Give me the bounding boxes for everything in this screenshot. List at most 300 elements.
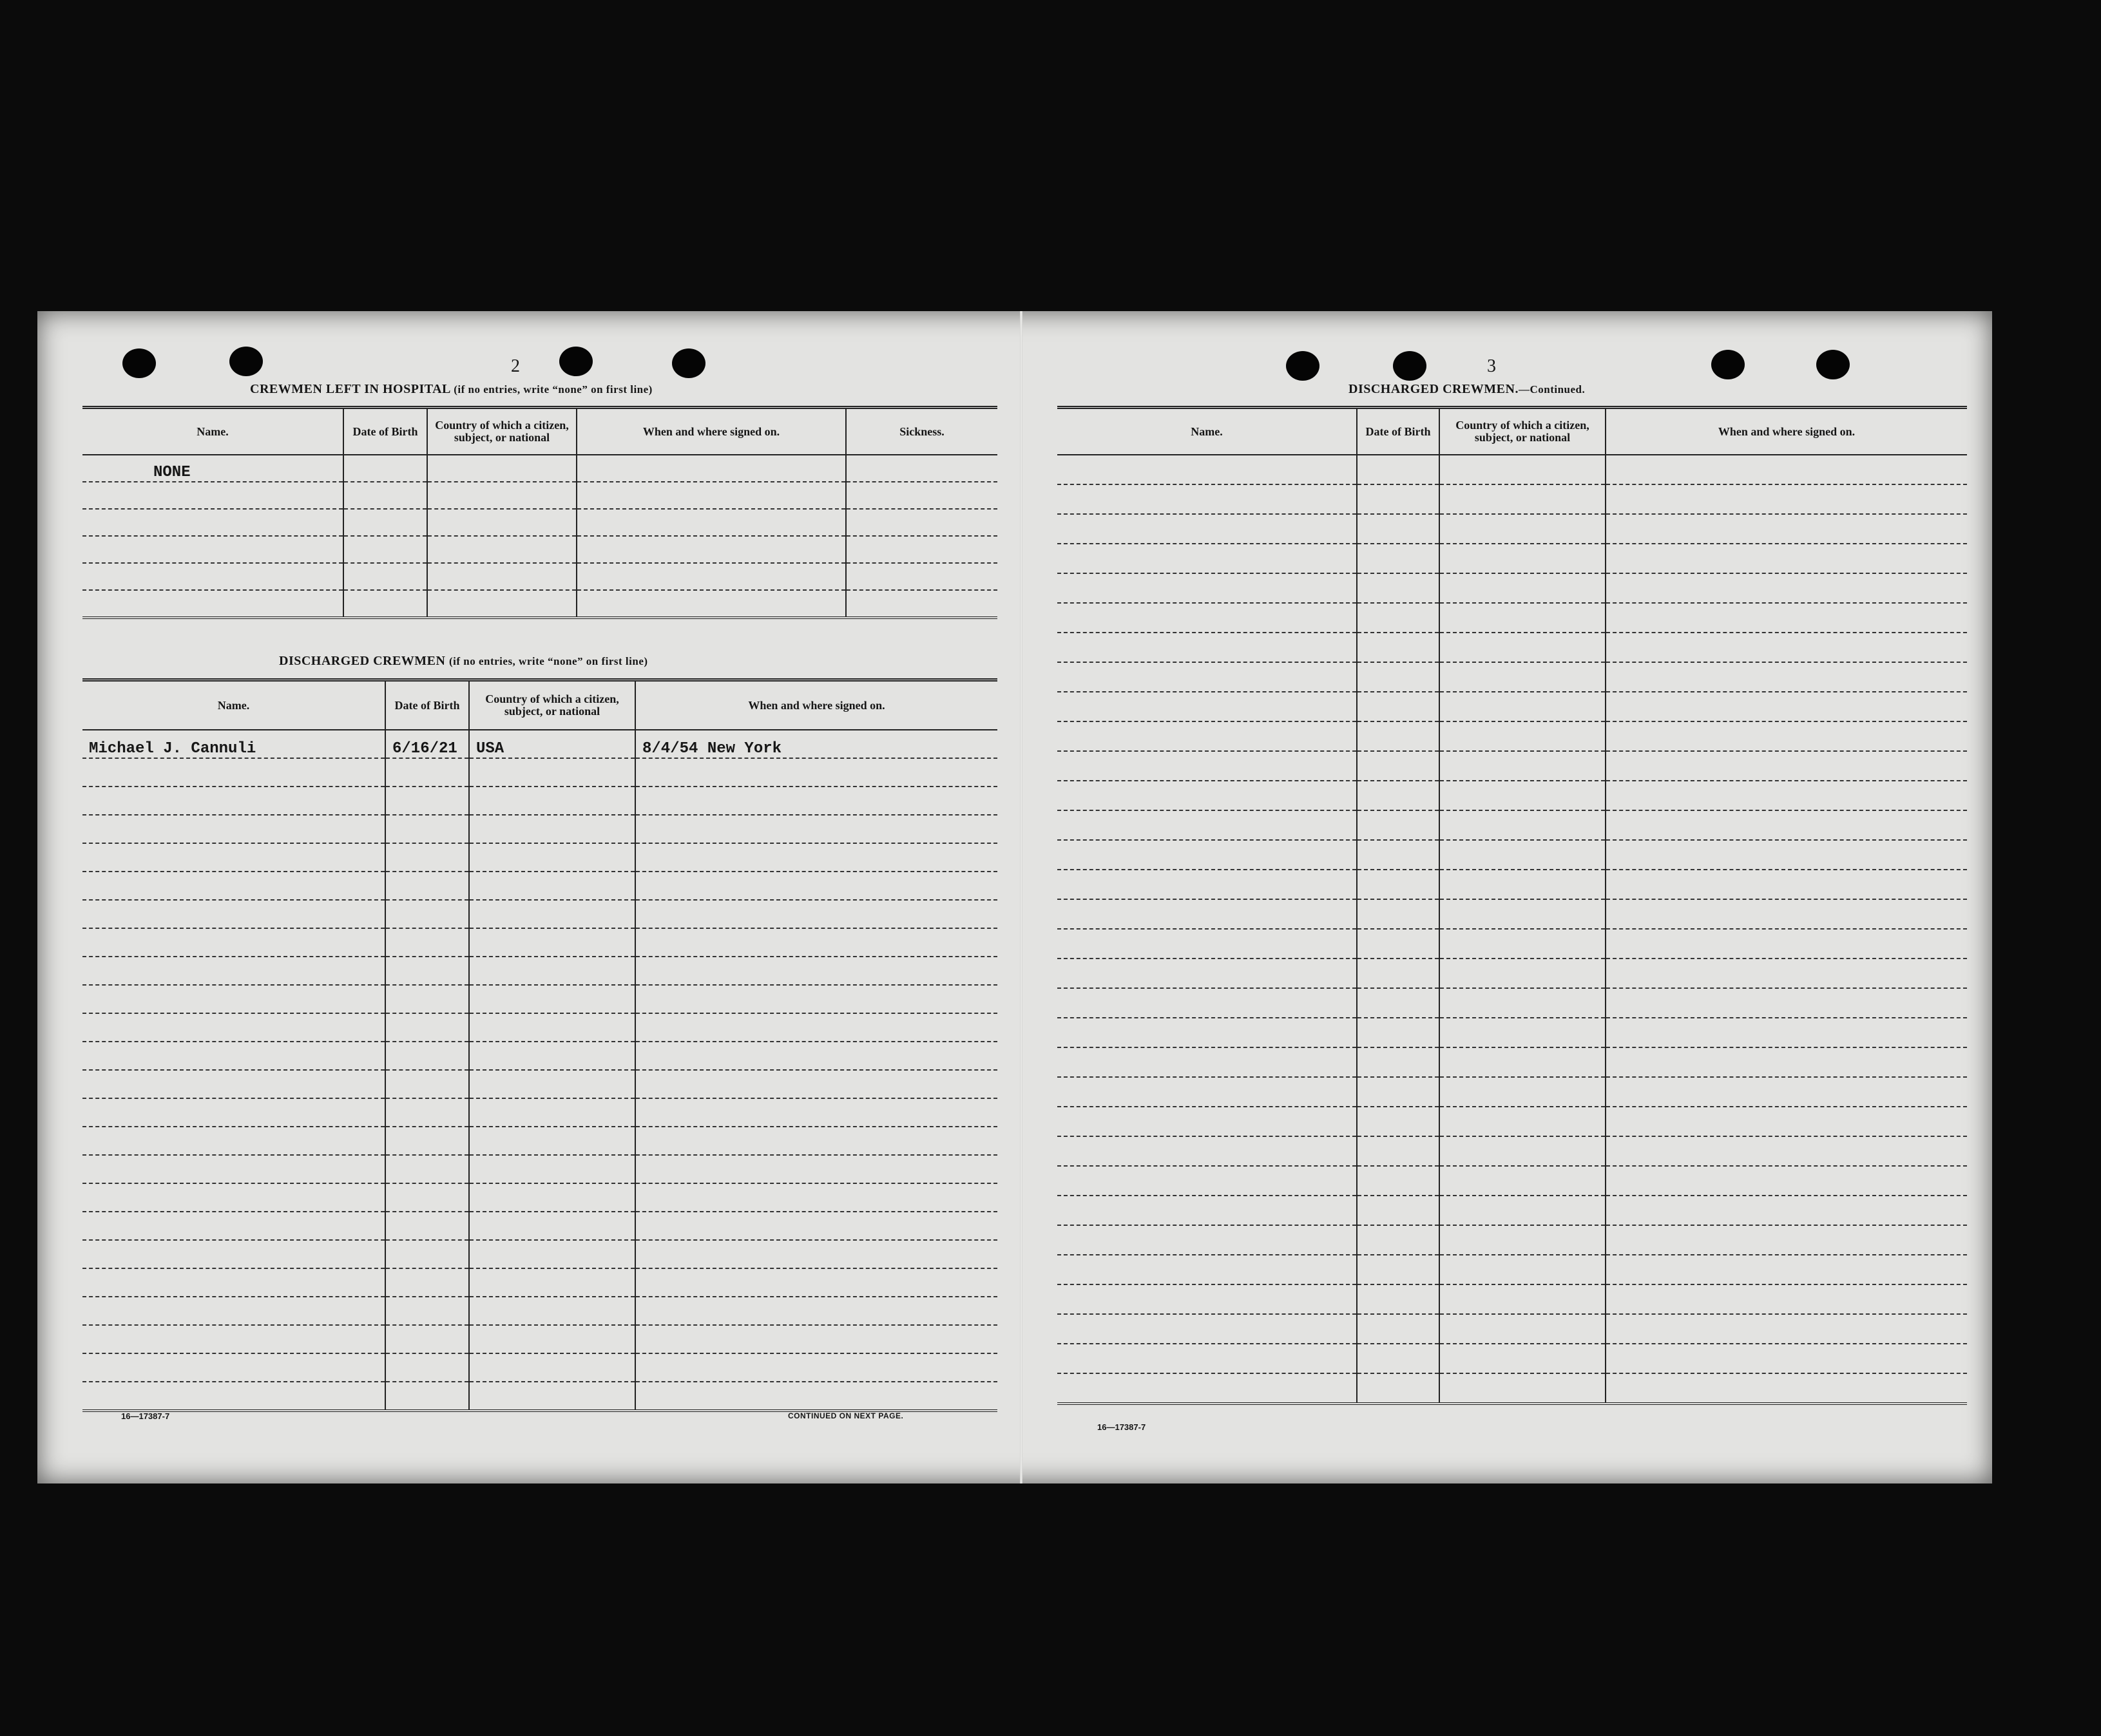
cell-country [1439, 1225, 1606, 1255]
cell-country [1439, 1107, 1606, 1136]
cell-name [1057, 1284, 1357, 1314]
cell-name [82, 509, 343, 536]
cell-signed-on [635, 1240, 997, 1268]
cell-date-of-birth [1357, 1225, 1439, 1255]
cell-signed-on [1606, 692, 1967, 721]
punch-hole [122, 348, 156, 378]
column-header-country: Country of which a citizen, subject, or national [427, 408, 577, 455]
cell-country [427, 563, 577, 590]
cell-signed-on [1606, 1255, 1967, 1284]
cell-country [1439, 1018, 1606, 1047]
discharged-section-title [279, 654, 648, 669]
cell-signed-on [577, 455, 846, 482]
cell-date-of-birth [385, 928, 469, 957]
page-number: 3 [1487, 356, 1496, 376]
cell-signed-on [1606, 1284, 1967, 1314]
cell-country: USA [469, 730, 635, 758]
cell-signed-on [635, 1127, 997, 1155]
cell-date-of-birth [1357, 988, 1439, 1018]
cell-date-of-birth [1357, 1107, 1439, 1136]
discharged-table [82, 678, 997, 1412]
cell-date-of-birth [1357, 1284, 1439, 1314]
cell-signed-on [635, 1325, 997, 1353]
cell-country [469, 1155, 635, 1183]
table-row [1057, 1107, 1967, 1136]
hospital-table [82, 406, 997, 619]
cell-date-of-birth [385, 1325, 469, 1353]
punch-hole [1816, 350, 1850, 379]
punch-hole [229, 347, 263, 376]
table-row [82, 957, 997, 985]
cell-date-of-birth [1357, 840, 1439, 870]
column-header-name: Name. [82, 680, 385, 730]
cell-name [82, 1042, 385, 1070]
cell-country [427, 455, 577, 482]
table-row [1057, 514, 1967, 544]
cell-name [82, 1212, 385, 1240]
discharged-continued-rows [1057, 455, 1967, 1404]
cell-signed-on [1606, 573, 1967, 603]
cell-country [469, 1268, 635, 1297]
cell-country [469, 1127, 635, 1155]
form-number: 16—17387-7 [121, 1411, 170, 1421]
cell-signed-on [635, 1353, 997, 1382]
table-row [82, 455, 997, 482]
cell-date-of-birth [1357, 959, 1439, 988]
cell-name [82, 590, 343, 618]
column-header-date-of-birth: Date of Birth [343, 408, 427, 455]
cell-country [1439, 603, 1606, 633]
cell-name [82, 482, 343, 509]
discharged-continued-title [1348, 382, 1585, 397]
cell-country [469, 1013, 635, 1042]
cell-name [82, 957, 385, 985]
cell-name: Michael J. Cannuli [82, 730, 385, 758]
punch-hole [1393, 351, 1426, 381]
cell-name [82, 985, 385, 1013]
table-row [82, 1042, 997, 1070]
table-row [82, 1183, 997, 1212]
cell-country [1439, 455, 1606, 484]
cell-date-of-birth [1357, 1136, 1439, 1166]
cell-date-of-birth [1357, 573, 1439, 603]
cell-signed-on [635, 1382, 997, 1411]
cell-country [469, 1382, 635, 1411]
cell-name [1057, 1166, 1357, 1196]
cell-signed-on [635, 1155, 997, 1183]
cell-country [469, 900, 635, 928]
cell-date-of-birth: 6/16/21 [385, 730, 469, 758]
discharged-continued-table [1057, 406, 1967, 1405]
cell-country [469, 1297, 635, 1325]
cell-date-of-birth [385, 1297, 469, 1325]
table-row [82, 758, 997, 787]
cell-name [82, 815, 385, 843]
cell-name [1057, 544, 1357, 573]
column-header-signed-on: When and where signed on. [577, 408, 846, 455]
cell-signed-on [635, 1042, 997, 1070]
cell-date-of-birth [385, 1268, 469, 1297]
cell-signed-on [635, 1098, 997, 1127]
page-fold [1020, 311, 1022, 1483]
cell-signed-on [577, 590, 846, 618]
table-row [82, 1127, 997, 1155]
cell-date-of-birth [1357, 870, 1439, 899]
cell-signed-on [1606, 514, 1967, 544]
table-row [1057, 899, 1967, 929]
cell-name [1057, 1373, 1357, 1404]
discharged-continued-title-text: DISCHARGED CREWMEN. [1348, 382, 1519, 396]
cell-country [1439, 959, 1606, 988]
table-row [82, 1325, 997, 1353]
cell-country [469, 957, 635, 985]
table-row [82, 843, 997, 872]
cell-name [1057, 603, 1357, 633]
cell-date-of-birth [1357, 929, 1439, 959]
cell-date-of-birth [1357, 810, 1439, 840]
cell-signed-on [1606, 1018, 1967, 1047]
cell-country [1439, 870, 1606, 899]
table-row [1057, 1136, 1967, 1166]
table-row [1057, 1314, 1967, 1344]
table-row [1057, 1077, 1967, 1107]
cell-date-of-birth [385, 815, 469, 843]
cell-signed-on [1606, 959, 1967, 988]
table-row [82, 730, 997, 758]
table-row [82, 900, 997, 928]
cell-signed-on [635, 1183, 997, 1212]
cell-date-of-birth [385, 1042, 469, 1070]
punch-hole [559, 347, 593, 376]
cell-name [82, 563, 343, 590]
column-header-date-of-birth: Date of Birth [385, 680, 469, 730]
cell-name [1057, 1196, 1357, 1225]
cell-date-of-birth [1357, 751, 1439, 781]
cell-signed-on [1606, 751, 1967, 781]
cell-name [82, 536, 343, 563]
cell-date-of-birth [385, 1353, 469, 1382]
cell-signed-on [1606, 484, 1967, 514]
cell-country [1439, 544, 1606, 573]
table-row [1057, 603, 1967, 633]
table-row [1057, 870, 1967, 899]
cell-name [1057, 573, 1357, 603]
cell-signed-on [1606, 1047, 1967, 1077]
table-row [1057, 1196, 1967, 1225]
cell-date-of-birth [1357, 544, 1439, 573]
cell-date-of-birth [385, 1013, 469, 1042]
cell-country [469, 985, 635, 1013]
cell-signed-on [635, 815, 997, 843]
table-row [1057, 455, 1967, 484]
cell-country [469, 758, 635, 787]
table-row [1057, 1373, 1967, 1404]
table-row [1057, 662, 1967, 692]
cell-signed-on [635, 758, 997, 787]
cell-country [469, 1042, 635, 1070]
cell-name [1057, 840, 1357, 870]
cell-country [1439, 633, 1606, 662]
continued-suffix: —Continued. [1518, 383, 1586, 396]
cell-date-of-birth [343, 590, 427, 618]
table-row [82, 872, 997, 900]
cell-date-of-birth [1357, 514, 1439, 544]
cell-sickness [846, 482, 997, 509]
cell-signed-on [1606, 1136, 1967, 1166]
cell-name [82, 758, 385, 787]
cell-name [1057, 870, 1357, 899]
table-row [82, 815, 997, 843]
cell-date-of-birth [1357, 662, 1439, 692]
cell-date-of-birth [343, 563, 427, 590]
column-header-signed-on: When and where signed on. [1606, 408, 1967, 455]
form-number: 16—17387-7 [1097, 1422, 1146, 1432]
cell-country [1439, 1077, 1606, 1107]
cell-country [427, 509, 577, 536]
cell-country [1439, 810, 1606, 840]
cell-signed-on [1606, 781, 1967, 810]
cell-date-of-birth [385, 1212, 469, 1240]
cell-sickness [846, 563, 997, 590]
cell-country [1439, 1284, 1606, 1314]
discharged-header-row [82, 680, 997, 730]
cell-name [82, 1325, 385, 1353]
cell-name [82, 928, 385, 957]
cell-signed-on [635, 1013, 997, 1042]
cell-name [1057, 899, 1357, 929]
cell-name [1057, 662, 1357, 692]
cell-signed-on [635, 1212, 997, 1240]
cell-country [1439, 781, 1606, 810]
cell-name [1057, 929, 1357, 959]
hospital-title-text: CREWMEN LEFT IN HOSPITAL [250, 382, 450, 396]
cell-country [1439, 751, 1606, 781]
table-row [82, 536, 997, 563]
cell-signed-on [1606, 1196, 1967, 1225]
cell-date-of-birth [385, 957, 469, 985]
table-row [82, 1382, 997, 1411]
cell-date-of-birth [385, 787, 469, 815]
cell-signed-on [1606, 721, 1967, 751]
cell-date-of-birth [385, 1127, 469, 1155]
cell-signed-on [577, 563, 846, 590]
table-row [82, 787, 997, 815]
cell-country [1439, 514, 1606, 544]
cell-country [1439, 840, 1606, 870]
cell-name [82, 900, 385, 928]
cell-date-of-birth [1357, 1018, 1439, 1047]
cell-country [469, 1212, 635, 1240]
table-row [1057, 1166, 1967, 1196]
right-header-row [1057, 408, 1967, 455]
cell-country [1439, 1314, 1606, 1344]
table-row [1057, 1225, 1967, 1255]
cell-date-of-birth [385, 1183, 469, 1212]
cell-name [1057, 1077, 1357, 1107]
cell-name [1057, 751, 1357, 781]
cell-country [1439, 662, 1606, 692]
page-number: 2 [511, 356, 520, 376]
cell-signed-on [1606, 1225, 1967, 1255]
cell-signed-on [1606, 810, 1967, 840]
table-row [1057, 810, 1967, 840]
cell-sickness [846, 536, 997, 563]
cell-signed-on [1606, 1344, 1967, 1373]
table-row [82, 1297, 997, 1325]
table-row [1057, 959, 1967, 988]
cell-name [1057, 959, 1357, 988]
cell-signed-on [1606, 633, 1967, 662]
column-header-country: Country of which a citizen, subject, or national [469, 680, 635, 730]
cell-name [82, 1353, 385, 1382]
cell-name [82, 872, 385, 900]
table-row [1057, 484, 1967, 514]
cell-date-of-birth [1357, 1077, 1439, 1107]
cell-sickness [846, 455, 997, 482]
cell-country [469, 1240, 635, 1268]
table-row [1057, 721, 1967, 751]
cell-name [1057, 810, 1357, 840]
cell-country [1439, 1047, 1606, 1077]
column-header-country: Country of which a citizen, subject, or national [1439, 408, 1606, 455]
table-row [82, 1353, 997, 1382]
cell-signed-on [635, 1070, 997, 1098]
cell-name [1057, 1225, 1357, 1255]
cell-signed-on [635, 872, 997, 900]
cell-date-of-birth [385, 1070, 469, 1098]
cell-country [1439, 1196, 1606, 1225]
cell-country [469, 872, 635, 900]
cell-country [469, 1098, 635, 1127]
table-row [82, 1240, 997, 1268]
cell-country [1439, 573, 1606, 603]
cell-date-of-birth [1357, 1373, 1439, 1404]
table-row [1057, 1047, 1967, 1077]
cell-name [1057, 633, 1357, 662]
cell-signed-on [577, 509, 846, 536]
document-sheet [37, 311, 1992, 1483]
cell-country [427, 536, 577, 563]
cell-signed-on [1606, 1166, 1967, 1196]
discharged-title-text: DISCHARGED CREWMEN [279, 654, 446, 668]
cell-name [1057, 1344, 1357, 1373]
cell-country [469, 843, 635, 872]
cell-name [1057, 781, 1357, 810]
hospital-instruction: (if no entries, write “none” on first line) [454, 383, 653, 396]
cell-signed-on [635, 787, 997, 815]
cell-date-of-birth [385, 872, 469, 900]
cell-signed-on [577, 482, 846, 509]
cell-date-of-birth [343, 455, 427, 482]
cell-date-of-birth [385, 1240, 469, 1268]
cell-date-of-birth [1357, 1314, 1439, 1344]
cell-country [1439, 1255, 1606, 1284]
punch-hole [1286, 351, 1319, 381]
cell-date-of-birth [385, 1155, 469, 1183]
cell-name [82, 1268, 385, 1297]
cell-country [469, 1353, 635, 1382]
cell-signed-on [635, 957, 997, 985]
cell-name [82, 1155, 385, 1183]
cell-name [82, 1297, 385, 1325]
table-row [1057, 1255, 1967, 1284]
hospital-section-title [250, 382, 653, 397]
table-row [1057, 1284, 1967, 1314]
cell-country [1439, 1373, 1606, 1404]
cell-name [1057, 1018, 1357, 1047]
table-row [1057, 988, 1967, 1018]
hospital-header-row [82, 408, 997, 455]
cell-date-of-birth [1357, 484, 1439, 514]
cell-signed-on [1606, 1314, 1967, 1344]
table-row [82, 1155, 997, 1183]
cell-country [1439, 899, 1606, 929]
cell-signed-on [1606, 544, 1967, 573]
cell-name [82, 1098, 385, 1127]
cell-date-of-birth [385, 985, 469, 1013]
cell-country [1439, 484, 1606, 514]
cell-signed-on [635, 900, 997, 928]
table-row [1057, 840, 1967, 870]
table-row [82, 1098, 997, 1127]
table-row [1057, 1344, 1967, 1373]
cell-date-of-birth [1357, 455, 1439, 484]
cell-date-of-birth [1357, 692, 1439, 721]
cell-date-of-birth [1357, 1255, 1439, 1284]
cell-name: NONE [82, 455, 343, 482]
cell-signed-on [1606, 1107, 1967, 1136]
column-header-name: Name. [1057, 408, 1357, 455]
discharged-instruction: (if no entries, write “none” on first line) [448, 655, 648, 667]
cell-signed-on: 8/4/54 New York [635, 730, 997, 758]
cell-date-of-birth [385, 1098, 469, 1127]
cell-date-of-birth [1357, 1166, 1439, 1196]
punch-hole [1711, 350, 1745, 379]
cell-name [82, 1382, 385, 1411]
cell-name [1057, 692, 1357, 721]
cell-country [1439, 1344, 1606, 1373]
cell-signed-on [1606, 662, 1967, 692]
cell-name [82, 1240, 385, 1268]
cell-date-of-birth [1357, 781, 1439, 810]
cell-name [1057, 1047, 1357, 1077]
table-row [82, 1070, 997, 1098]
table-row [1057, 544, 1967, 573]
cell-signed-on [1606, 1077, 1967, 1107]
cell-date-of-birth [385, 843, 469, 872]
cell-date-of-birth [1357, 633, 1439, 662]
cell-name [82, 787, 385, 815]
cell-name [82, 1127, 385, 1155]
cell-signed-on [1606, 603, 1967, 633]
cell-signed-on [1606, 455, 1967, 484]
continued-note: CONTINUED ON NEXT PAGE. [788, 1411, 904, 1420]
table-row [1057, 692, 1967, 721]
column-header-sickness: Sickness. [846, 408, 997, 455]
cell-country [1439, 1136, 1606, 1166]
cell-sickness [846, 590, 997, 618]
table-row [1057, 929, 1967, 959]
cell-name [1057, 988, 1357, 1018]
table-row [82, 1268, 997, 1297]
cell-signed-on [635, 928, 997, 957]
table-row [82, 1013, 997, 1042]
cell-signed-on [577, 536, 846, 563]
cell-date-of-birth [385, 758, 469, 787]
cell-date-of-birth [343, 509, 427, 536]
table-row [1057, 1018, 1967, 1047]
cell-name [82, 1013, 385, 1042]
